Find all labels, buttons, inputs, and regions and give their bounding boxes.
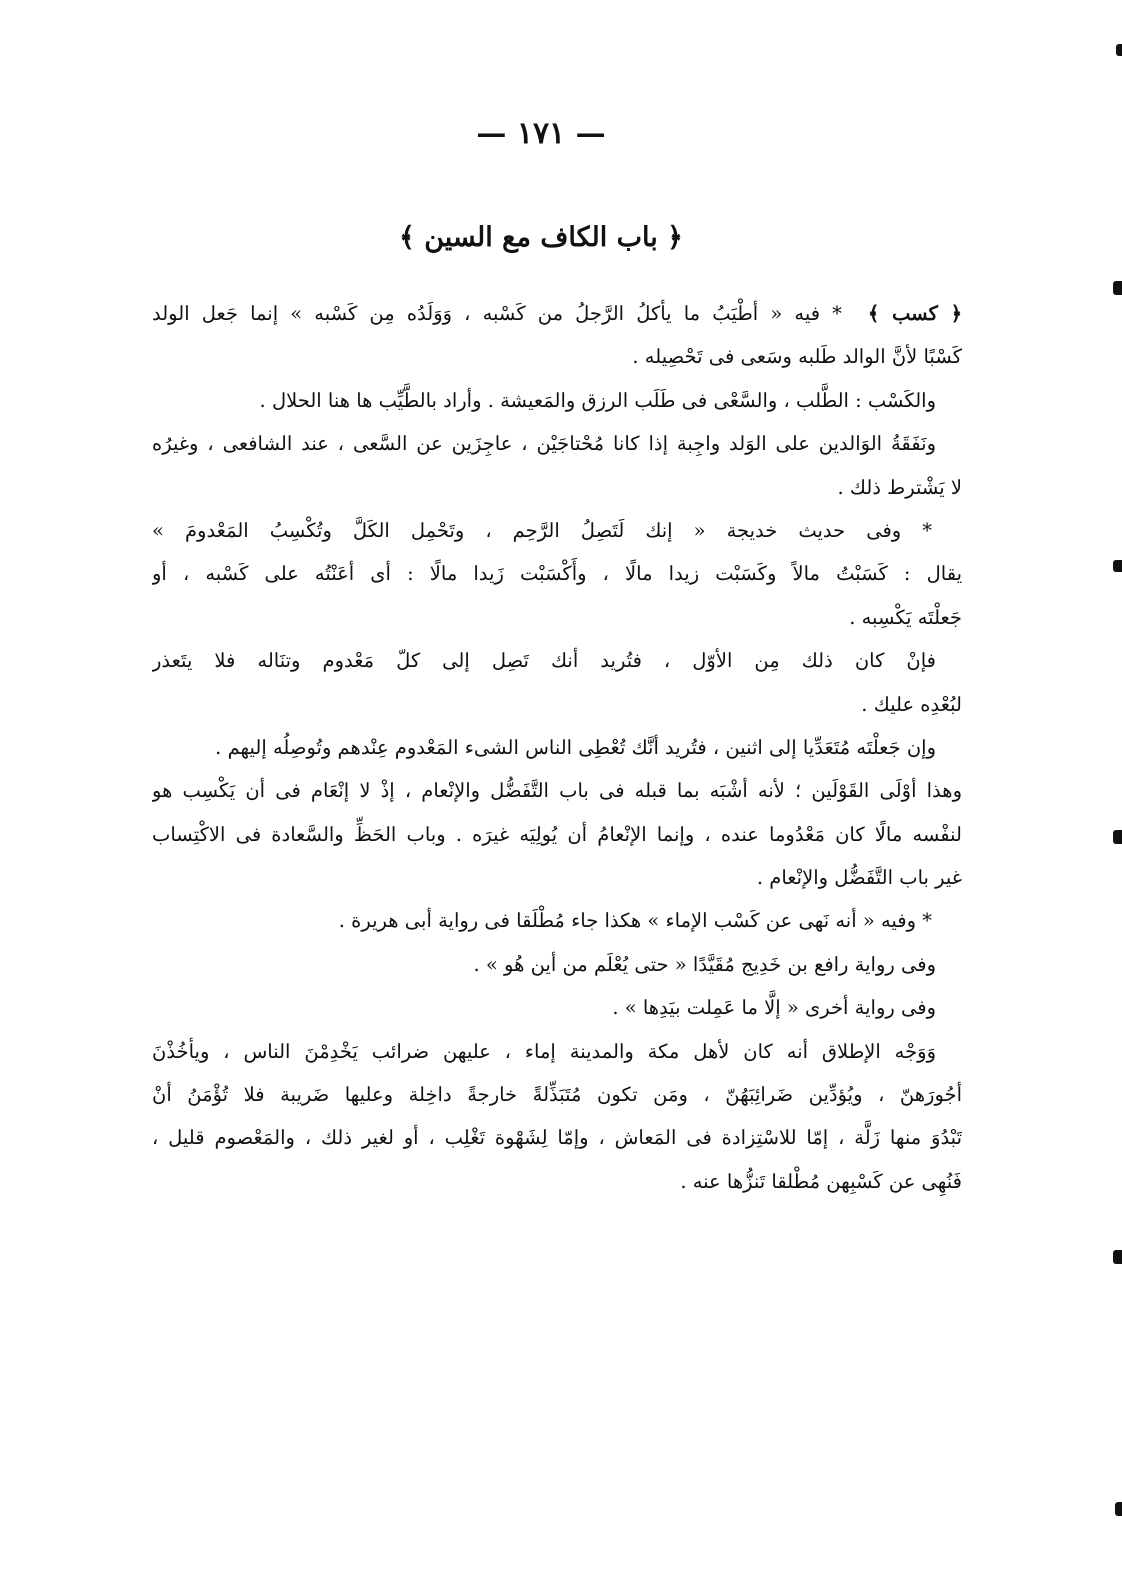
scan-edge-mark <box>1113 830 1122 844</box>
text-line: وَوَجْه الإطلاق أنه كان لأهل مكة والمدينة إماء ، عليهن ضرائب يَخْدِمْنَ الناس ، ويأخُذْنَ <box>152 1039 936 1063</box>
scan-edge-mark <box>1115 1502 1122 1516</box>
text-line: فَنُهِى عن كَسْبِهن مُطْلقا تَنزُّها عنه . <box>680 1169 962 1193</box>
text-line: * وفى حديث خديجة « إنك لَتَصِلُ الرَّحِم ، وتَحْمِل الكَلَّ وتُكْسِبُ المَعْدومَ » <box>152 518 932 542</box>
entry-body <box>152 292 962 1203</box>
text-line: وفى رواية رافع بن خَدِيج مُقَيَّدًا « حتى يُعْلَم من أين هُو » . <box>473 952 936 976</box>
text-line: كَسْبًا لأنَّ الوالد طَلبه وسَعى فى تَحْصِيله . <box>632 345 962 369</box>
text-line: غير باب التَّفَضُّل والإنْعام . <box>756 866 962 890</box>
text-line: تَبْدُوَ منها زَلَّة ، إمّا للاسْتِزادة فى المَعاش ، وإمّا لِشَهْوة تَغْلِب ، أو لغير ذلك ، والمَعْصوم قليل ، <box>152 1126 962 1150</box>
scan-edge-mark <box>1113 560 1122 572</box>
page-number: — ١٧١ — <box>476 116 606 151</box>
entry-headword: ﴿ كسب ﴾ <box>867 302 962 325</box>
text-line: لبُعْدِه عليك . <box>861 692 962 716</box>
text-line: وإن جَعلْتَه مُتَعَدِّيا إلى اثنين ، فتُريد أنَّك تُعْطِى الناس الشىء المَعْدوم عِنْدهم وتُوصِلُه إليهم . <box>215 735 936 759</box>
text-line: أجُورَهنّ ، ويُؤدِّين ضَرائِبَهُنّ ، ومَن تكون مُتَبَذِّلةً خارجةً داخِلة وعليها ضَريبة فلا تُؤْمَنُ أنْ <box>152 1083 962 1107</box>
text-line: لا يَشْترط ذلك . <box>837 475 962 499</box>
text-line: لنفْسه مالًا كان مَعْدُوما عنده ، وإنما الإنْعامُ أن يُولِيَه غيرَه . وباب الحَظِّ والسَّعادة فى الاكْتِساب <box>152 822 962 846</box>
text-line: وهذا أوْلَى القَوْلَين ؛ لأنه أشْبَه بما قبله فى باب التَّفَضُّل والإنْعام ، إذْ لا إنْعَام فى أن يَكْسِب هو <box>152 779 962 803</box>
text-line <box>152 292 962 335</box>
text-line: ونَفَقَةُ الوَالدين على الوَلد واجِبة إذا كانا مُحْتاجَيْن ، عاجِزَين عن السَّعى ، عند الشافعى ، وغيرُه <box>152 432 936 456</box>
scan-edge-mark <box>1113 1250 1122 1264</box>
text-line: يقال : كَسَبْتُ مالاً وكَسَبْت زيدا مالًا ، وأَكْسَبْت زَيدا مالًا : أى أعَنْتُه على كَسْبه ، أو <box>152 562 962 586</box>
text-line: والكَسْب : الطَّلب ، والسَّعْى فى طَلَب الرزق والمَعيشة . وأراد بالطَّيِّب ها هنا الحلال . <box>259 388 936 412</box>
text-line: وفى رواية أخرى « إلَّا ما عَمِلت بيَدِها » . <box>612 996 936 1020</box>
text-line: جَعلْتَه يَكْسِبه . <box>849 605 962 629</box>
chapter-title: ﴿ باب الكاف مع السين ﴾ <box>398 222 683 253</box>
text-line-content: * فيه « أطْيَبُ ما يأكلُ الرَّجلُ من كَسْبه ، وَوَلَدُه مِن كَسْبه » إنما جَعل الولد <box>152 302 842 325</box>
scan-edge-mark <box>1116 44 1122 56</box>
text-line: فإنْ كان ذلك مِن الأوّل ، فتُريد أنك تَصِل إلى كلّ مَعْدوم وتنَاله فلا يتَعذر <box>152 649 936 673</box>
text-line: * وفيه « أنه نَهى عن كَسْب الإماء » هكذا جاء مُطْلَقا فى رواية أبى هريرة . <box>338 909 932 933</box>
scan-edge-mark <box>1113 281 1122 295</box>
